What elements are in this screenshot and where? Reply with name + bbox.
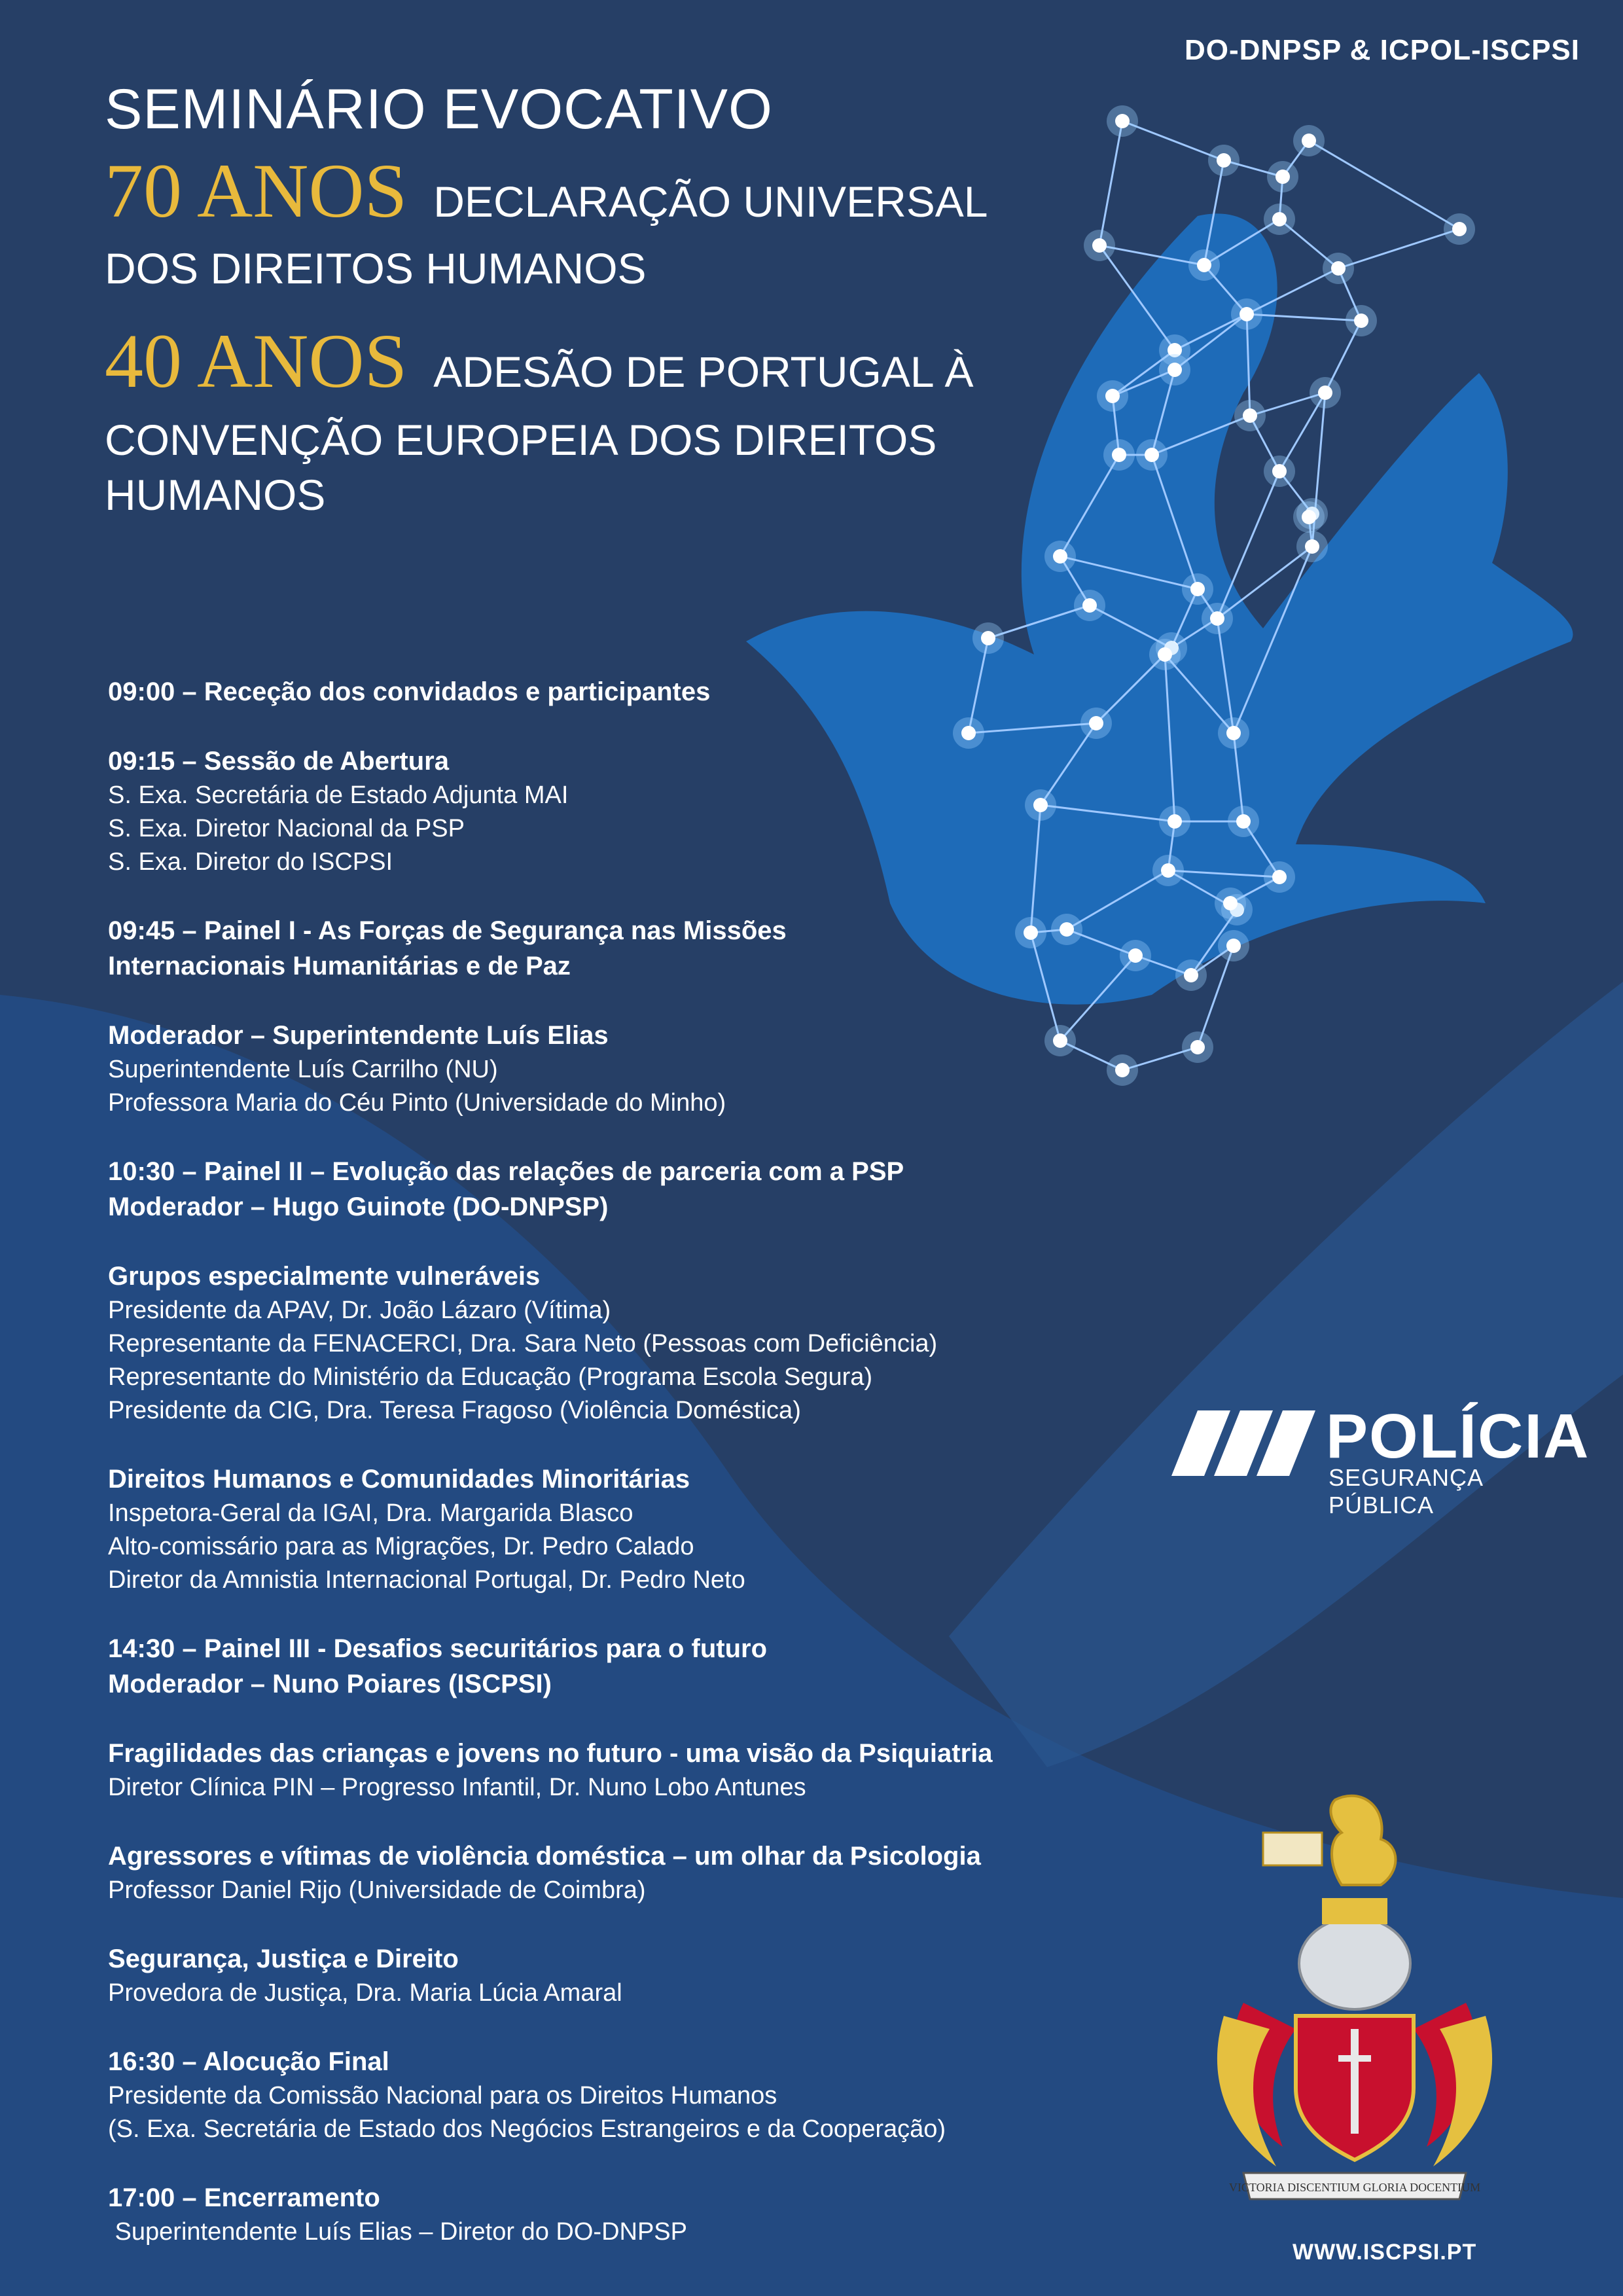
organizers-label: DO-DNPSP & ICPOL-ISCPSI — [1184, 34, 1580, 66]
network-node — [1217, 153, 1231, 168]
network-node — [1053, 549, 1067, 564]
network-node — [1302, 510, 1316, 524]
network-node — [1161, 863, 1175, 878]
program-item-detail: Diretor Clínica PIN – Progresso Infantil, Dr. Nuno Lobo Antunes — [108, 1774, 806, 1801]
network-node — [1223, 896, 1238, 910]
headline-70-anos — [105, 148, 988, 234]
program-item-heading: 09:45 – Painel I - As Forças de Segurança nas Missões — [108, 916, 787, 945]
network-node — [1112, 448, 1126, 462]
network-node — [1272, 464, 1287, 478]
network-link — [1217, 471, 1279, 619]
program-item-heading: Moderador – Nuno Poiares (ISCPSI) — [108, 1670, 552, 1698]
program-item — [108, 1839, 1090, 1907]
program-item — [108, 2180, 1090, 2249]
network-node — [1184, 968, 1198, 982]
network-node — [1089, 716, 1103, 730]
psp-logo-word: POLÍCIA — [1326, 1401, 1590, 1471]
network-node — [1190, 582, 1205, 596]
network-node — [1092, 238, 1107, 253]
program-item-detail: Alto-comissário para as Migrações, Dr. Pedro Calado — [108, 1533, 694, 1560]
network-node — [1275, 170, 1290, 184]
program-item-detail: S. Exa. Diretor do ISCPSI — [108, 848, 393, 876]
program-item-heading: 17:00 – Encerramento — [108, 2183, 380, 2212]
network-node — [1145, 448, 1159, 462]
anniversary-70: 70 ANOS — [105, 148, 408, 234]
program-item-heading: Segurança, Justiça e Direito — [108, 1945, 459, 1973]
program-item-detail: Representante da FENACERCI, Dra. Sara Neto (Pessoas com Deficiência) — [108, 1330, 938, 1357]
headline-40-anos — [105, 318, 974, 404]
network-node — [1226, 726, 1241, 740]
network-node — [1272, 212, 1287, 226]
network-node — [1272, 870, 1287, 884]
program-item-heading: Direitos Humanos e Comunidades Minoritárias — [108, 1465, 690, 1494]
program-item-detail: Diretor da Amnistia Internacional Portugal, Dr. Pedro Neto — [108, 1566, 745, 1594]
network-node — [1082, 598, 1097, 613]
network-node — [1331, 261, 1346, 276]
program-item-detail: Presidente da CIG, Dra. Teresa Fragoso (Violência Doméstica) — [108, 1397, 801, 1424]
network-node — [1105, 389, 1120, 403]
network-node — [1158, 647, 1172, 662]
program-item-heading: Moderador – Hugo Guinote (DO-DNPSP) — [108, 1193, 609, 1221]
program-item-heading: 16:30 – Alocução Final — [108, 2047, 389, 2076]
network-node — [1168, 814, 1182, 829]
program-item-heading: 09:15 – Sessão de Abertura — [108, 747, 449, 776]
program-item — [108, 744, 1090, 879]
program-item — [108, 1018, 1090, 1120]
program-item-detail: Representante do Ministério da Educação (Programa Escola Segura) — [108, 1363, 873, 1391]
program-item-detail: Professora Maria do Céu Pinto (Universidade do Minho) — [108, 1089, 726, 1117]
program-item-detail: Presidente da APAV, Dr. João Lázaro (Vítima) — [108, 1297, 611, 1324]
program-item-detail: S. Exa. Secretária de Estado Adjunta MAI — [108, 781, 569, 809]
program-item — [108, 1462, 1090, 1597]
program-item-detail: Presidente da Comissão Nacional para os Direitos Humanos — [108, 2082, 777, 2109]
program-item — [108, 1941, 1090, 2010]
network-link — [1338, 229, 1459, 268]
network-node — [1236, 814, 1251, 829]
network-link — [1099, 121, 1122, 245]
program-item-heading: Grupos especialmente vulneráveis — [108, 1262, 541, 1291]
headline-line3: ADESÃO DE PORTUGAL À — [433, 348, 974, 396]
program-item-detail: Provedora de Justiça, Dra. Maria Lúcia Amaral — [108, 1979, 622, 2007]
network-node — [1305, 539, 1319, 554]
headline-line1: DECLARAÇÃO UNIVERSAL — [433, 177, 988, 226]
network-node — [1115, 114, 1130, 128]
program-item — [108, 913, 1090, 984]
program-item-heading: Internacionais Humanitárias e de Paz — [108, 952, 571, 980]
program-item-heading: Agressores e vítimas de violência doméstica – um olhar da Psicologia — [108, 1842, 981, 1871]
program-schedule — [108, 674, 1090, 2283]
program-item-detail: Superintendente Luís Carrilho (NU) — [108, 1056, 498, 1083]
program-item — [108, 1259, 1090, 1427]
network-node — [1452, 222, 1467, 236]
program-item — [108, 674, 1090, 709]
program-item — [108, 1154, 1090, 1225]
program-item-heading: 14:30 – Painel III - Desafios securitários para o futuro — [108, 1634, 768, 1663]
program-item — [108, 1736, 1090, 1804]
headline-line5: HUMANOS — [105, 471, 326, 519]
network-node — [1168, 363, 1182, 377]
program-item-detail: Inspetora-Geral da IGAI, Dra. Margarida Blasco — [108, 1499, 633, 1527]
program-item-detail: (S. Exa. Secretária de Estado dos Negócios Estrangeiros e da Cooperação) — [108, 2115, 946, 2143]
website-link[interactable]: WWW.ISCPSI.PT — [1293, 2240, 1477, 2265]
network-node — [1240, 307, 1254, 321]
network-node — [1318, 386, 1332, 400]
network-link — [1309, 141, 1459, 229]
program-item-heading: 09:00 – Receção dos convidados e participantes — [108, 677, 711, 706]
iscpsi-coat-of-arms — [1204, 1780, 1505, 2219]
network-node — [1128, 948, 1143, 963]
network-node — [1302, 134, 1316, 148]
network-node — [1354, 314, 1368, 328]
program-item-heading: 10:30 – Painel II – Evolução das relações de parceria com a PSP — [108, 1157, 904, 1186]
network-node — [1197, 258, 1211, 272]
program-item — [108, 1631, 1090, 1702]
program-item-detail: S. Exa. Diretor Nacional da PSP — [108, 815, 465, 842]
network-node — [1210, 611, 1224, 626]
coat-motto: VICTORIA DISCENTIUM GLORIA DOCENTIUM — [1228, 2181, 1481, 2194]
network-link — [1122, 121, 1224, 160]
page-title: SEMINÁRIO EVOCATIVO — [105, 78, 773, 141]
network-node — [1226, 939, 1241, 953]
program-item-heading: Fragilidades das crianças e jovens no futuro - uma visão da Psiquiatria — [108, 1739, 993, 1768]
network-node — [1190, 1040, 1205, 1054]
psp-logo — [1171, 1401, 1590, 1518]
anniversary-40: 40 ANOS — [105, 318, 408, 404]
headline-line4: CONVENÇÃO EUROPEIA DOS DIREITOS — [105, 416, 937, 464]
program-item-detail: Superintendente Luís Elias – Diretor do DO-DNPSP — [108, 2218, 687, 2246]
network-node — [1115, 1063, 1130, 1077]
psp-logo-subtitle: SEGURANÇA PÚBLICA — [1329, 1464, 1483, 1518]
network-node — [981, 631, 995, 645]
program-item-detail: Professor Daniel Rijo (Universidade de Coimbra) — [108, 1876, 646, 1904]
network-node — [1243, 408, 1257, 423]
program-item — [108, 2044, 1090, 2146]
psp-stripes-icon — [1171, 1404, 1315, 1482]
headline-line2: DOS DIREITOS HUMANOS — [105, 244, 647, 293]
program-item-heading: Moderador – Superintendente Luís Elias — [108, 1021, 609, 1050]
